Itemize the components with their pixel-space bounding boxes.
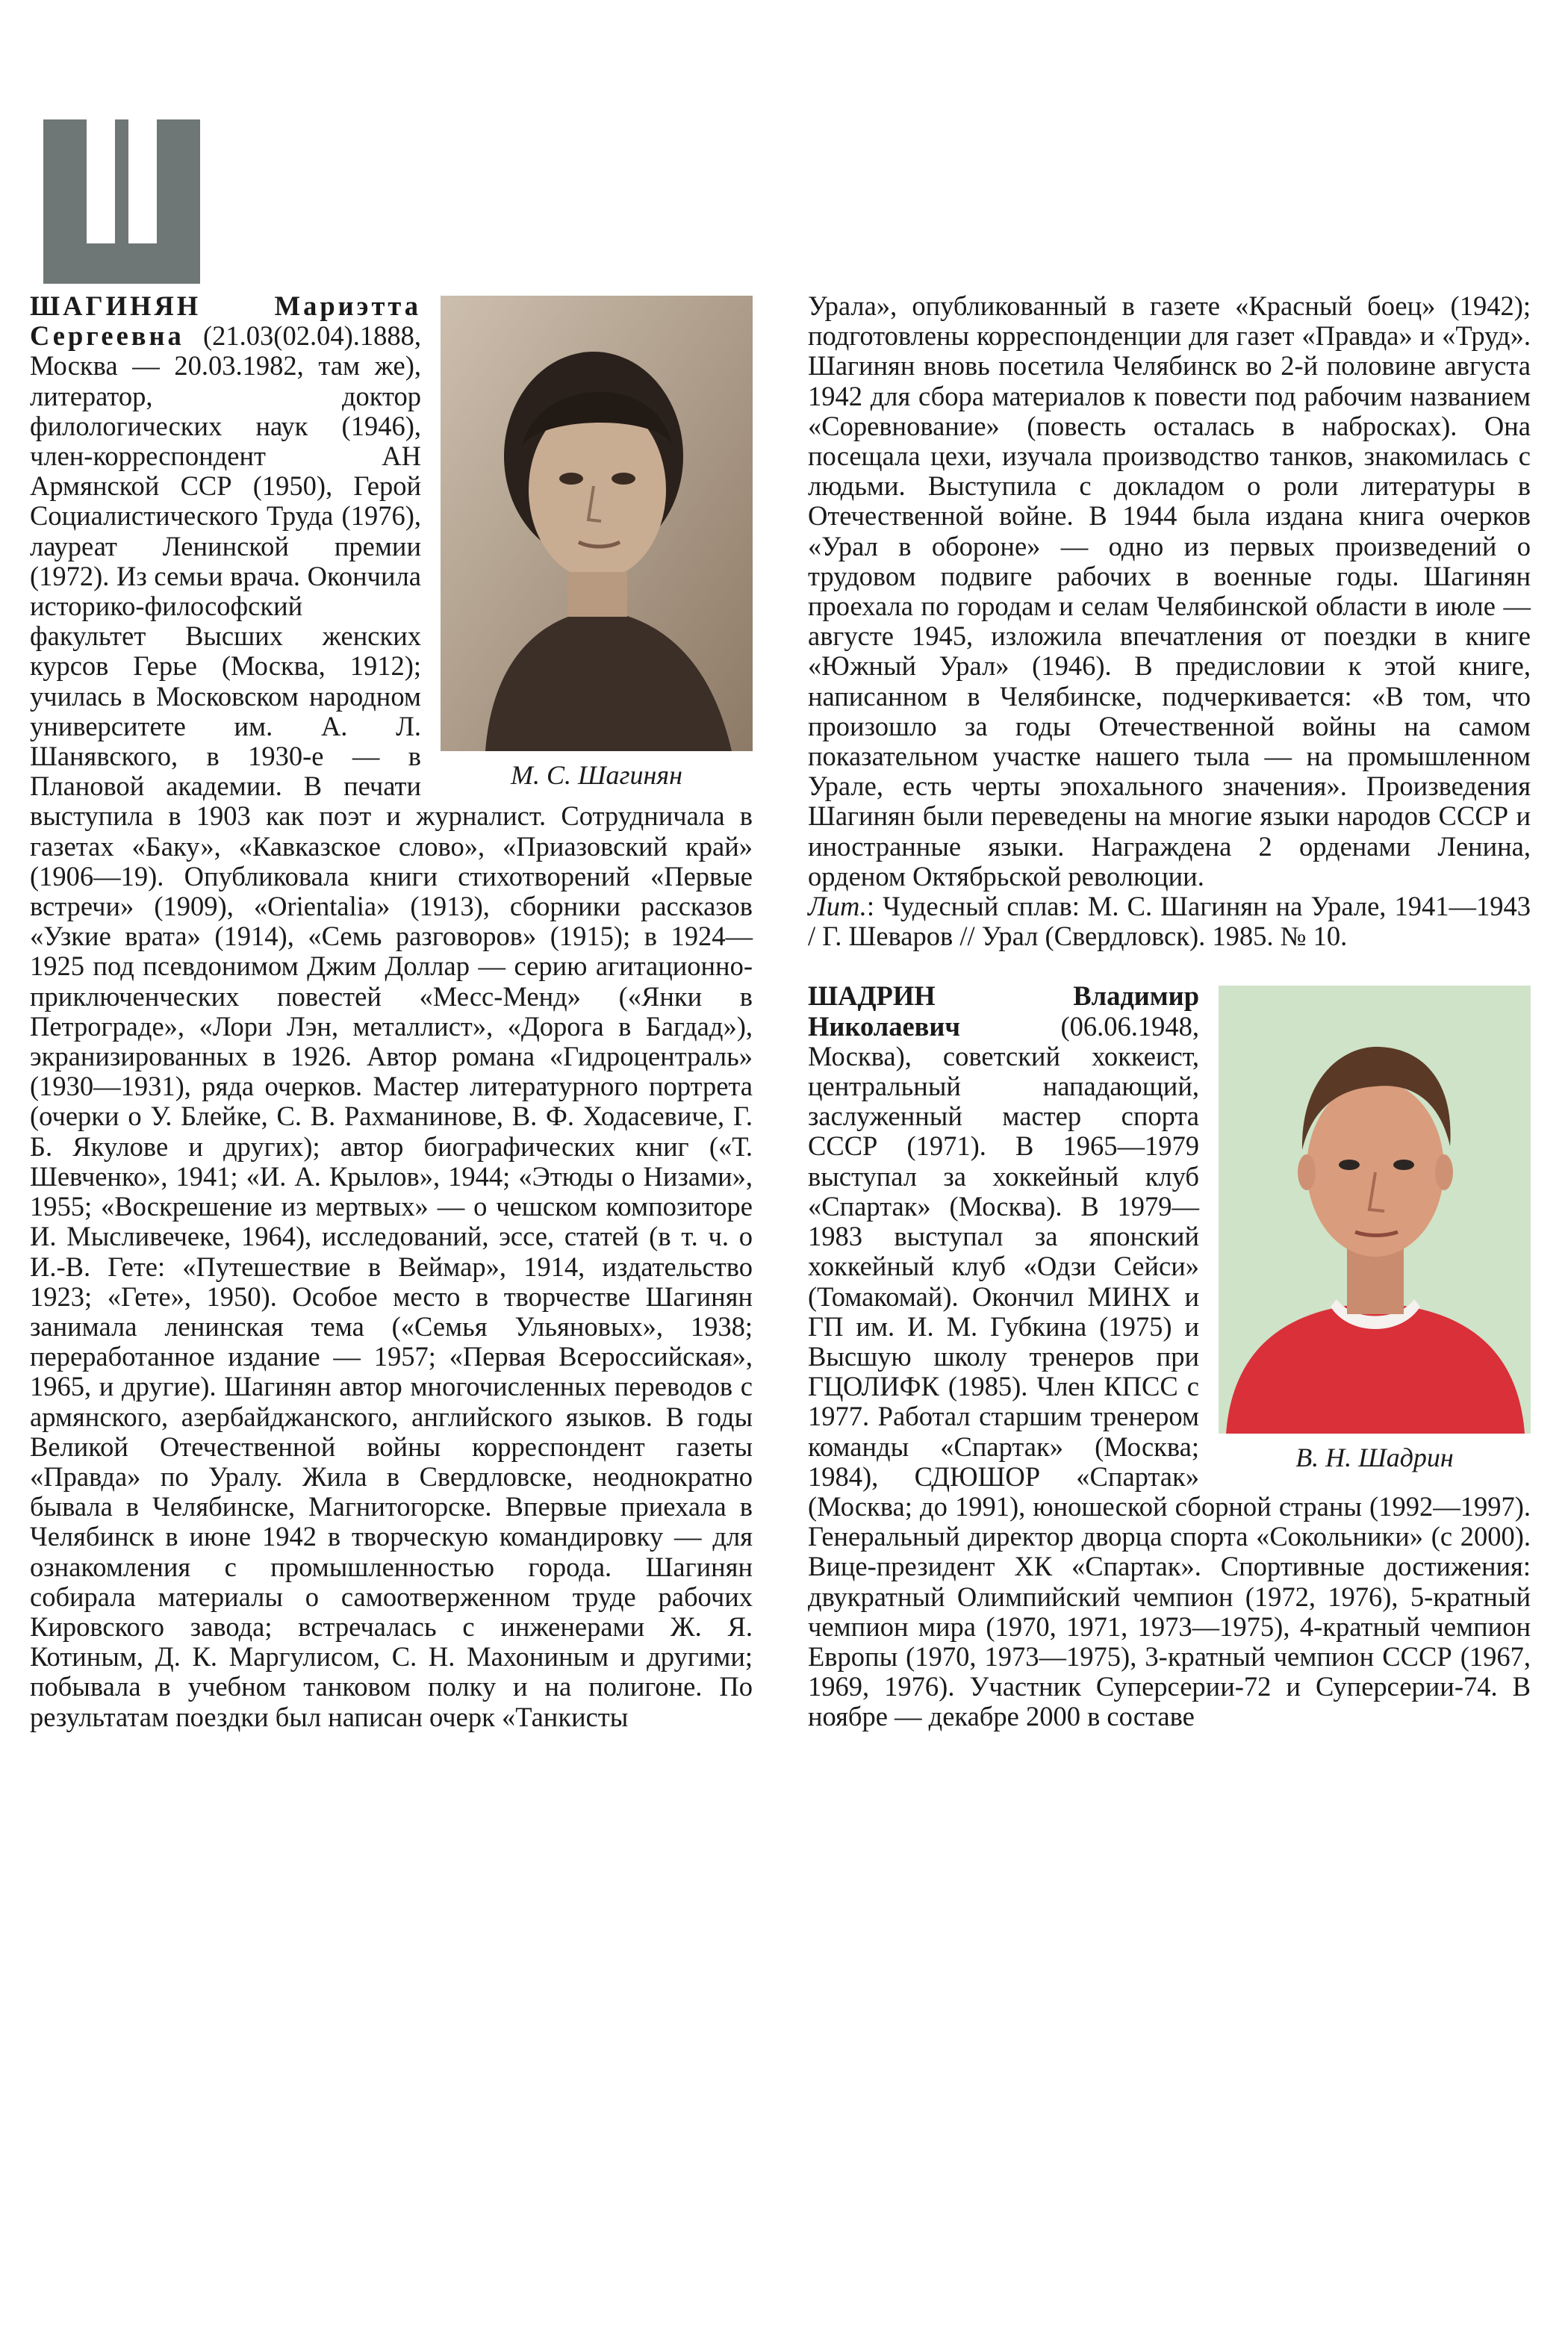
photo-caption-shaginyan: М. С. Шагинян xyxy=(510,760,683,790)
entry-heading-shadrin: ШАДРИН Владимир Николаевич xyxy=(808,980,1199,1042)
right-column xyxy=(808,291,1531,2203)
entry-shadrin-text: (06.06.1948, Москва), советский хоккеист, центральный нападающий, заслуженный мастер спорта СССР (1971). В 1965—1979 выступал за хоккейный клуб «Спартак» (Москва). В 1979—1983 выступал за японский хоккейный клуб «Одзи Сейси» (Томакомай). Окончил МИНХ и ГП им. И. М. Губкина (1975) и Высшую школу тренеров при ГЦОЛИФК (1985). Член КПСС с 1977. Работал старшим тренером команды «Спартак» (Москва; 1984), СДЮШОР «Спартак» (Москва; до 1991), юношеской сборной страны (1992—1997). Генеральный директор дворца спорта «Сокольники» (с 2000). Вице-президент ХК «Спартак». Спортивные достижения: двукратный Олимпийский чемпион (1972, 1976), 5-кратный чемпион мира (1970, 1971, 1973—1975), 4-кратный чемпион Европы (1970, 1973—1975), 3-кратный чемпион СССР (1967, 1969, 1976). Участник Суперсерии-72 и Суперсерии-74. В ноябре — декабре 2000 в составе xyxy=(808,1010,1531,1732)
portrait-shadrin-image xyxy=(1219,986,1531,1434)
entry-shaginyan-text: (21.03(02.04).1888, Москва — 20.03.1982, там же), литератор, доктор филологических наук (1946), член-корреспондент АН Армянской ССР (1950), Герой Социалистического Труда (1976), лауреат Ленинской премии (1972). Из семьи врача. Окончила историко-философский факультет Высших женских курсов Герье (Москва, 1912); училась в Московском народном университете им. А. Л. Шанявского, в 1930-е — в Плановой академии. В печати выступила в 1903 как поэт и журналист. Сотрудничала в газетах «Баку», «Кавказское слово», «Приазовский край» (1906—19). Опубликовала книги стихотворений «Первые встречи» (1909), «Orientalia» (1913), сборники рассказов «Узкие врата» (1914), «Семь разговоров» (1915); в 1924—1925 под псевдонимом Джим Доллар — серию агитационно-приключенческих повестей «Месс-Менд» («Янки в Петрограде», «Лори Лэн, металлист», «Дорога в Багдад»), экранизированных в 1926. Автор романа «Гидроцентраль» (1930—1931), ряда очерков. Мастер литературного портрета (очерки о У. Блейке, С. В. Рахманинове, В. Ф. Ходасевиче, Г. Б. Якулове и других); автор биографических книг («Т. Шевченко», 1941; «И. А. Крылов», 1944; «Этюды о Низами», 1955; «Воскрешение из мертвых» — о чешском композиторе И. Мысливечеке, 1964), исследований, эссе, статей (в т. ч. о И.-В. Гете: «Путешествие в Веймар», 1914, издательство 1923; «Гете», 1950). Особое место в творчестве Шагинян занимала ленинская тема («Семья Ульяновых», 1938; переработанное издание — 1957; «Первая Всероссийская», 1965, и другие). Шагинян автор многочисленных переводов с армянского, азербайджанского, английского языков. В годы Великой Отечественной войны корреспондент газеты «Правда» по Уралу. Жила в Свердловске, неоднократно бывала в Челябинске, Магнитогорске. Впервые приехала в Челябинск в июне 1942 в творческую командировку — для ознакомления с промышленностью города. Шагинян собирала материалы о самоотверженном труде рабочих Кировского завода; встречалась с инженерами Ж. Я. Котиным, Д. К. Маргулисом, С. Н. Махониным и другими; побывала в учебном танковом полку и на полигоне. По результатам поездки был написан очерк «Танкисты xyxy=(30,320,753,1732)
literature-reference xyxy=(808,892,1531,951)
entry-shaginyan-continued: Урала», опубликованный в газете «Красный боец» (1942); подготовлены корреспонденции для газет «Правда» и «Труд». Шагинян вновь посетила Челябинск во 2-й половине августа 1942 для сбора материалов к повести под рабочим названием «Соревнование» (повесть осталась в набросках). Она посещала цехи, изучала производство танков, знакомилась с людьми. Выступила с докладом о роли литературы в Отечественной войне. В 1944 была издана книга очерков «Урал в обороне» — одно из первых произведений о трудовом подвиге рабочих в военные годы. Шагинян проехала по городам и селам Челябинской области в июле — августе 1945, изложила впечатления от поездки в книге «Южный Урал» (1946). В предисловии к этой книге, написанном в Челябинске, подчеркивается: «В том, что произошло за годы Отечественной войны на самом показательном участке нашего тыла — на промышленном Урале, есть черты эпохального значения». Произведения Шагинян были переведены на многие языки народов СССР и иностранные языки. Награждена 2 орденами Ленина, орденом Октябрьской революции. xyxy=(808,290,1531,892)
literature-text: : Чудесный сплав: М. С. Шагинян на Урале, 1941—1943 / Г. Шеваров // Урал (Свердловск). 1985. № 10. xyxy=(808,891,1531,952)
letter-shape-gap-2 xyxy=(128,119,157,243)
entry-divider-space xyxy=(808,951,1531,981)
portrait-shadrin xyxy=(1219,986,1531,1474)
left-column xyxy=(30,291,753,2203)
portrait-shaginyan xyxy=(441,296,753,791)
entry-heading-surname: ШАГИНЯН xyxy=(30,290,202,321)
portrait-shaginyan-image xyxy=(441,296,753,751)
photo-caption-shadrin: В. Н. Шадрин xyxy=(1295,1443,1454,1473)
letter-shape-gap-1 xyxy=(87,119,115,243)
literature-label: Лит. xyxy=(808,891,867,922)
section-letter-block xyxy=(43,119,200,284)
entry-heading-given-names: Мариэтта Сергеевна xyxy=(30,290,421,352)
